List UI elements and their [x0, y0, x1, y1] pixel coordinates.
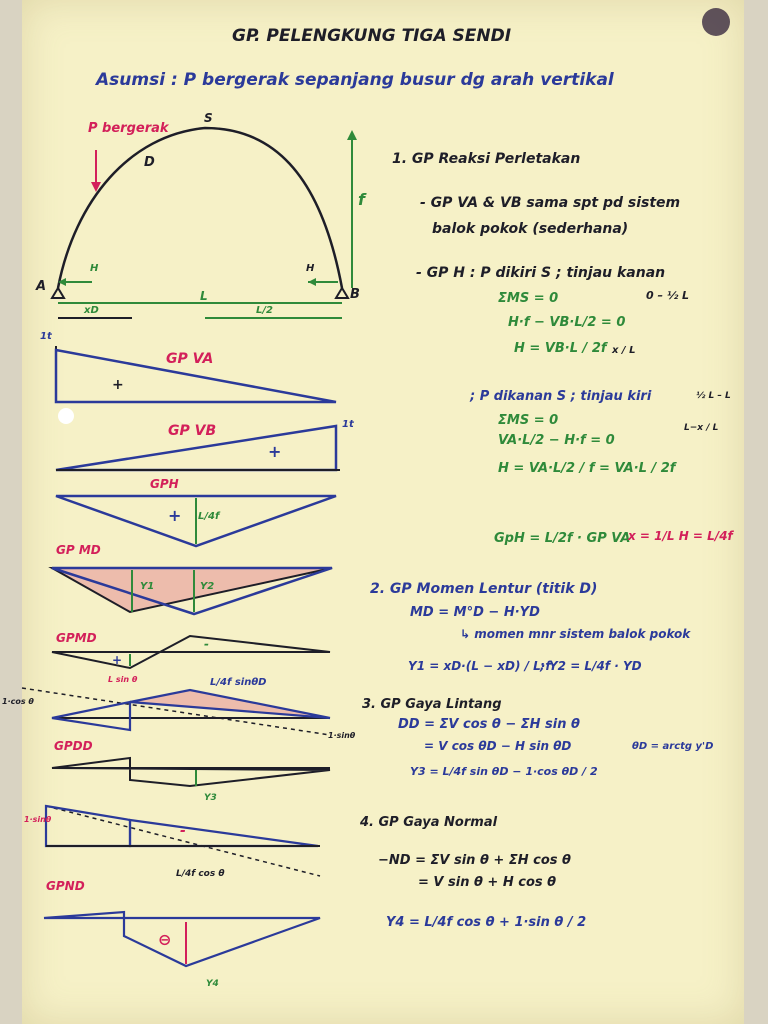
gp-h-diagram — [56, 496, 336, 546]
section1-eq3: H = VB·L / 2f — [514, 341, 607, 356]
label-plus-h: + — [168, 506, 182, 525]
label-d: D — [144, 155, 155, 170]
label-y3: Y3 — [204, 793, 217, 803]
section1-range1: 0 – ½ L — [646, 289, 690, 302]
label-gpva: GP VA — [166, 351, 214, 367]
section3-eq1: DD = ΣV cos θ − ΣH sin θ — [398, 717, 580, 732]
section1-title: 1. GP Reaksi Perletakan — [392, 151, 581, 167]
label-l-sin-small: L sin θ — [108, 675, 138, 684]
label-one-sin-left: 1·sinθ — [24, 815, 52, 824]
label-one-cos: 1·cos θ — [2, 697, 34, 706]
label-1t-a: 1t — [40, 331, 52, 342]
section1-eq4: ΣMS = 0 — [498, 413, 559, 428]
section1-right-case: ; P dikanan S ; tinjau kiri — [470, 389, 652, 404]
section2-note: ↳ momen mnr sistem balok pokok — [460, 627, 691, 641]
page-title: GP. PELENGKUNG TIGA SENDI — [232, 26, 512, 46]
label-l4f-sin: L/4f sinθD — [210, 677, 267, 688]
section1-eq5: VA·L/2 − H·f = 0 — [498, 433, 615, 448]
section4-eq2: = V sin θ + H cos θ — [418, 875, 557, 890]
punch-hole — [58, 408, 74, 424]
section1-eq2: H·f − VB·L/2 = 0 — [508, 315, 626, 330]
label-1t-b: 1t — [342, 419, 354, 430]
section2-y1: Y1 = xD·(L − xD) / L·f — [408, 659, 551, 673]
label-l4f-cos: L/4f cos θ — [176, 869, 225, 879]
label-xd: xD — [84, 305, 99, 316]
section4-title: 4. GP Gaya Normal — [360, 815, 498, 830]
label-y1: Y1 — [140, 581, 155, 592]
label-plus-md2: + — [112, 653, 123, 667]
label-p-bergerak: P bergerak — [88, 121, 169, 136]
section3-eq2: = V cos θD − H sin θD — [424, 739, 572, 753]
section3-y3: Y3 = L/4f sin θD − 1·cos θD / 2 — [410, 765, 598, 778]
section1-x-eq: x = 1/L H = L/4f — [628, 529, 733, 543]
label-h-left: H — [90, 263, 99, 274]
label-minus-nd: - — [180, 823, 186, 839]
label-l-half: L/2 — [256, 305, 273, 316]
label-y2: Y2 — [200, 581, 215, 592]
ink-blot — [702, 8, 730, 36]
section1-range2: ½ L – L — [696, 391, 731, 401]
label-gpmd2: GPMD — [56, 631, 97, 645]
label-h-right: H — [306, 263, 315, 274]
section4-y4: Y4 = L/4f cos θ + 1·sin θ / 2 — [386, 915, 587, 930]
label-theta-minus: ⊖ — [158, 930, 172, 949]
label-gph: GPH — [150, 477, 179, 491]
section1-lx: L−x / L — [684, 423, 719, 433]
label-l-over-4f: L/4f — [198, 511, 220, 522]
section2-eq: MD = M°D − H·YD — [410, 605, 540, 620]
label-gpvb: GP VB — [168, 423, 217, 439]
label-plus-va: + — [112, 377, 124, 393]
section1-gph-final: GpH = L/2f · GP VA — [494, 531, 631, 546]
label-minus-md2: - — [204, 637, 209, 651]
assumption-text: Asumsi : P bergerak sepanjang busur dg arah vertikal — [96, 70, 614, 90]
section1-eq1: ΣMS = 0 — [498, 291, 559, 306]
label-s: S — [204, 111, 213, 125]
label-y4: Y4 — [206, 979, 219, 989]
section4-eq1: −ND = ΣV sin θ + ΣH cos θ — [378, 853, 571, 868]
section1-line1: - GP VA & VB sama spt pd sistem — [420, 195, 681, 211]
gp-md1-diagram — [52, 568, 332, 614]
label-gpmd1: GP MD — [56, 543, 101, 557]
label-a: A — [36, 279, 47, 294]
section1-eq6: H = VA·L/2 / f = VA·L / 2f — [498, 461, 676, 476]
label-gpnd: GPND — [46, 879, 85, 893]
section1-gph: - GP H : P dikiri S ; tinjau kanan — [416, 265, 666, 281]
label-b: B — [350, 287, 360, 302]
section3-theta: θD = arctg y'D — [632, 741, 714, 752]
label-l: L — [200, 289, 208, 303]
section1-line2: balok pokok (sederhana) — [432, 221, 629, 237]
label-gpdd: GPDD — [54, 739, 93, 753]
label-plus-vb: + — [268, 442, 282, 461]
label-one-sin-right: 1·sinθ — [328, 731, 356, 740]
gp-dd-diagram — [22, 688, 330, 786]
section2-y2: ; Y2 = L/4f · YD — [540, 659, 642, 673]
section1-xl: x / L — [612, 345, 636, 356]
label-f: f — [358, 190, 365, 209]
section3-title: 3. GP Gaya Lintang — [362, 697, 502, 712]
section2-title: 2. GP Momen Lentur (titik D) — [370, 581, 598, 597]
